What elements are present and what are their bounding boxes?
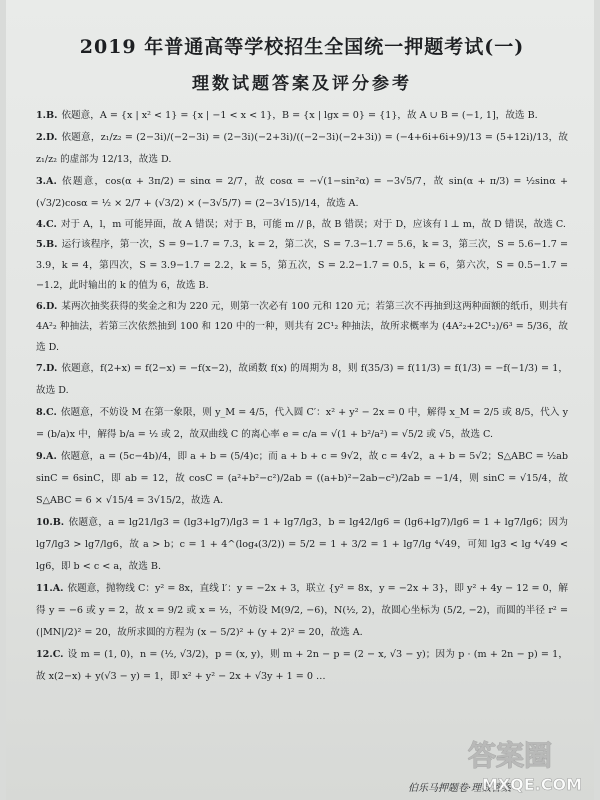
question-10: 10.B. 依题意，a = lg21/lg3 = (lg3+lg7)/lg3 = 1 + lg7/lg3，b = lg42/lg6 = (lg6+lg7)/lg6 = 1 + lg7/lg6；因为 lg7/lg3 > lg7/lg6，故 a > b；c = 1 + 4^(log₄(3/2)) = 5/2 = 1 + 3/2 = 1 + lg7/lg ⁴√49，可知 lg3 < lg ⁴√49 < lg6，即 b < c < a，故选 B. xyxy=(36,517,568,572)
question-11: 11.A. 依题意，抛物线 C：y² = 8x，直线 l′：y = −2x + 3，联立 {y² = 8x，y = −2x + 3}，即 y² + 4y − 12 = 0，解得 y = −6 或 y = 2，故 x = 9/2 或 x = ½，不妨设 M(9/2, −6)，N(½, 2)，故圆心坐标为 (5/2, −2)，而圆的半径 r² = (|MN|/2)² = 20，故所求圆的方程为 (x − 5/2)² + (y + 2)² = 20，故选 A. xyxy=(36,583,568,638)
question-list xyxy=(36,106,568,688)
question-8: 8.C. 依题意，不妨设 M 在第一象限，则 y_M = 4/5，代入圆 C′：x² + y² − 2x = 0 中，解得 x_M = 2/5 或 8/5，代入 y = (b/a)x 中，解得 b/a = ½ 或 2，故双曲线 C 的离心率 e = c/a = √(1 + b²/a²) = √5/2 或 √5，故选 C. xyxy=(36,407,568,440)
watermark-url-text: MXQE.COM xyxy=(481,775,582,794)
question-6: 6.D. 某两次抽奖获得的奖金之和为 220 元，则第一次必有 100 元和 120 元；若第三次不再抽到这两种面额的纸币，则共有 4A²₂ 种抽法，若第三次依然抽到 100 和 120 中的一种，则共有 2C¹₂ 种抽法，故所求概率为 (4A²₂+2C¹₂)/6³ = 5/36，故选 D. xyxy=(36,300,568,353)
question-5: 5.B. 运行该程序，第一次，S = 9−1.7 = 7.3，k = 2，第二次，S = 7.3−1.7 = 5.6，k = 3，第三次，S = 5.6−1.7 = 3.9，k = 4，第四次，S = 3.9−1.7 = 2.2，k = 5，第五次，S = 2.2−1.7 = 0.5，k = 6，第六次，S = 0.5−1.7 = −1.2，此时输出的 k 的值为 6，故选 B. xyxy=(36,239,568,291)
question-4: 4.C. 对于 A，l，m 可能异面，故 A 错误；对于 B，可能 m // β，故 B 错误；对于 D，应该有 l ⊥ m，故 D 错误，故选 C. xyxy=(36,218,566,230)
watermark-main-text: 答案圈 xyxy=(467,739,552,772)
answer-sheet xyxy=(6,0,594,800)
question-1: 1.B. 依题意，A = {x | x² < 1} = {x | −1 < x < 1}，B = {x | lgx = 0} = {1}，故 A ∪ B = (−1, 1]，故选 B. xyxy=(36,110,538,121)
footer-note: 伯乐马押题卷·理数答案 xyxy=(408,783,512,794)
question-7: 7.D. 依题意，f(2+x) = f(2−x) = −f(x−2)，故函数 f(x) 的周期为 8，则 f(35/3) = f(11/3) = f(1/3) = −f(−1/3) = 1，故选 D. xyxy=(36,363,568,396)
question-12: 12.C. 设 m = (1, 0)，n = (½, √3/2)，p = (x, y)，则 m + 2n − p = (2 − x, √3 − y)；因为 p · (m + 2n − p) = 1，故 x(2−x) + y(√3 − y) = 1，即 x² + y² − 2x + √3y + 1 = 0 … xyxy=(36,649,568,682)
question-2: 2.D. 依题意，z₁/z₂ = (2−3i)/(−2−3i) = (2−3i)(−2+3i)/((−2−3i)(−2+3i)) = (−4+6i+6i+9)/13 = (5+12i)/13，故 z₁/z₂ 的虚部为 12/13，故选 D. xyxy=(36,131,568,165)
question-3: 3.A. 依题意，cos(α + 3π/2) = sinα = 2/7，故 cosα = −√(1−sin²α) = −3√5/7，故 sin(α + π/3) = ½sinα + (√3/2)cosα = ½ × 2/7 + (√3/2) × (−3√5/7) = (2−3√15)/14，故选 A. xyxy=(36,175,568,209)
site-watermark-logo xyxy=(432,734,582,794)
question-9: 9.A. 依题意，a = (5c−4b)/4，即 a + b = (5/4)c；而 a + b + c = 9√2，故 c = 4√2，a + b = 5√2；S△ABC = ½ab sinC = 6sinC，即 ab = 12，故 cosC = (a²+b²−c²)/2ab = ((a+b)²−2ab−c²)/2ab = −1/4，则 sinC = √15/4，故 S△ABC = 6 × √15/4 = 3√15/2，故选 A. xyxy=(36,451,568,506)
answer-key-title: 理数试题答案及评分参考 xyxy=(192,74,412,94)
exam-title: 2019 年普通高等学校招生全国统一押题考试(一) xyxy=(79,36,525,58)
